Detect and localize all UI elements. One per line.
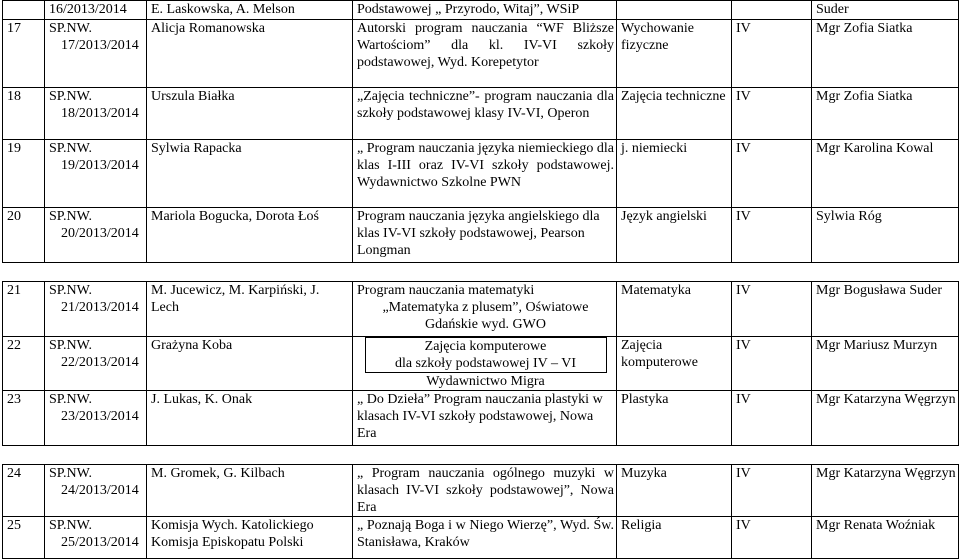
table-row [3,140,959,208]
row-expert: Mgr Renata Woźniak [812,517,959,559]
row-separator [3,446,959,465]
program-line: Program nauczania matematyki [357,283,535,298]
row-code [45,208,147,263]
row-separator [3,263,959,282]
row-code [45,337,147,391]
row-subject: Matematyka [617,282,732,337]
row-subject [617,1,732,20]
program-line: dla szkoły podstawowej IV – VI [365,355,607,373]
row-author: Urszula Białka [147,88,353,140]
row-author: M. Gromek, G. Kilbach [147,465,353,517]
table-row [3,517,959,559]
row-program: „ Program nauczania ogólnego muzyki w klasach IV-VI szkoły podstawowej”, Nowa Era [353,465,617,517]
row-program [353,282,617,337]
row-subject: j. niemiecki [617,140,732,208]
code-prefix: SP.NW. [49,338,93,353]
table-row [3,465,959,517]
row-subject: Język angielski [617,208,732,263]
table-row [3,20,959,88]
program-line: Gdańskie wyd. GWO [425,317,546,332]
row-program: Program nauczania języka angielskiego dla klas IV-VI szkoły podstawowej, Pearson Longman [353,208,617,263]
row-author: J. Lukas, K. Onak [147,391,353,446]
row-nr: 19 [3,140,45,208]
row-program: „Zajęcia techniczne”- program nauczania dla szkoły podstawowej klasy IV-VI, Operon [353,88,617,140]
row-expert: Mgr Zofia Siatka [812,20,959,88]
row-class: IV [732,20,812,88]
row-subject: Wychowanie fizyczne [617,20,732,88]
row-author: Alicja Romanowska [147,20,353,88]
table-row [3,337,959,391]
code-number: 19/2013/2014 [61,158,139,173]
row-subject: Zajęcia komputerowe [617,337,732,391]
code-prefix: SP.NW. [49,466,93,481]
row-class: IV [732,517,812,559]
row-author: Mariola Bogucka, Dorota Łoś [147,208,353,263]
table-row [3,282,959,337]
code-prefix: SP.NW. [49,392,93,407]
code-prefix: SP.NW. [49,21,93,36]
code-number: 24/2013/2014 [61,483,139,498]
row-class: IV [732,140,812,208]
row-nr [3,1,45,20]
table-row [3,208,959,263]
programs-table [2,0,959,559]
row-class [732,1,812,20]
row-expert: Mgr Katarzyna Węgrzyn [812,465,959,517]
code-number: 20/2013/2014 [61,226,139,241]
row-nr: 17 [3,20,45,88]
row-expert: Mgr Karolina Kowal [812,140,959,208]
program-line: Wydawnictwo Migra [426,374,545,389]
row-author: Sylwia Rapacka [147,140,353,208]
row-program: „ Do Dzieła” Program nauczania plastyki w klasach IV-VI szkoły podstawowej, Nowa Era [353,391,617,446]
row-code [45,517,147,559]
code-number: 21/2013/2014 [61,300,139,315]
row-nr: 20 [3,208,45,263]
code-number: 18/2013/2014 [61,106,139,121]
code-number: 22/2013/2014 [61,355,139,370]
row-subject: Plastyka [617,391,732,446]
row-class: IV [732,391,812,446]
row-nr: 22 [3,337,45,391]
row-expert: Sylwia Róg [812,208,959,263]
row-class: IV [732,465,812,517]
row-author: Komisja Wych. Katolickiego Komisja Episkopatu Polski [147,517,353,559]
row-author: E. Laskowska, A. Melson [147,1,353,20]
row-expert: Mgr Bogusława Suder [812,282,959,337]
row-subject: Zajęcia techniczne [617,88,732,140]
row-code [45,391,147,446]
table-row [3,1,959,20]
row-code: 16/2013/2014 [45,1,147,20]
code-number: 17/2013/2014 [61,38,139,53]
row-class: IV [732,88,812,140]
row-author: Grażyna Koba [147,337,353,391]
row-code [45,140,147,208]
row-expert: Mgr Zofia Siatka [812,88,959,140]
row-nr: 21 [3,282,45,337]
row-nr: 18 [3,88,45,140]
row-program: Podstawowej „ Przyrodo, Witaj”, WSiP [353,1,617,20]
row-class: IV [732,337,812,391]
code-prefix: SP.NW. [49,89,93,104]
row-program: Autorski program nauczania “WF Bliższe Wartościom” dla kl. IV-VI szkoły podstawowej, Wyd. Korepetytor [353,20,617,88]
row-expert: Suder [812,1,959,20]
row-nr: 24 [3,465,45,517]
row-code [45,465,147,517]
row-program [353,337,617,391]
row-code [45,88,147,140]
table-row [3,88,959,140]
row-subject: Religia [617,517,732,559]
code-prefix: SP.NW. [49,141,93,156]
row-author: M. Jucewicz, M. Karpiński, J. Lech [147,282,353,337]
row-program: „ Program nauczania języka niemieckiego dla klas I-III oraz IV-VI szkoły podstawowej. Wydawnictwo Szkolne PWN [353,140,617,208]
row-code [45,282,147,337]
row-expert: Mgr Katarzyna Węgrzyn [812,391,959,446]
code-prefix: SP.NW. [49,518,93,533]
table-row [3,391,959,446]
code-number: 25/2013/2014 [61,535,139,550]
row-code [45,20,147,88]
row-expert: Mgr Mariusz Murzyn [812,337,959,391]
row-subject: Muzyka [617,465,732,517]
row-nr: 23 [3,391,45,446]
code-prefix: SP.NW. [49,283,93,298]
code-prefix: SP.NW. [49,209,93,224]
program-line: „Matematyka z plusem”, Oświatowe [382,300,589,315]
row-class: IV [732,208,812,263]
row-class: IV [732,282,812,337]
code-number: 23/2013/2014 [61,409,139,424]
row-nr: 25 [3,517,45,559]
program-line: Zajęcia komputerowe [365,337,607,355]
row-program: „ Poznają Boga i w Niego Wierzę”, Wyd. Św. Stanisława, Kraków [353,517,617,559]
